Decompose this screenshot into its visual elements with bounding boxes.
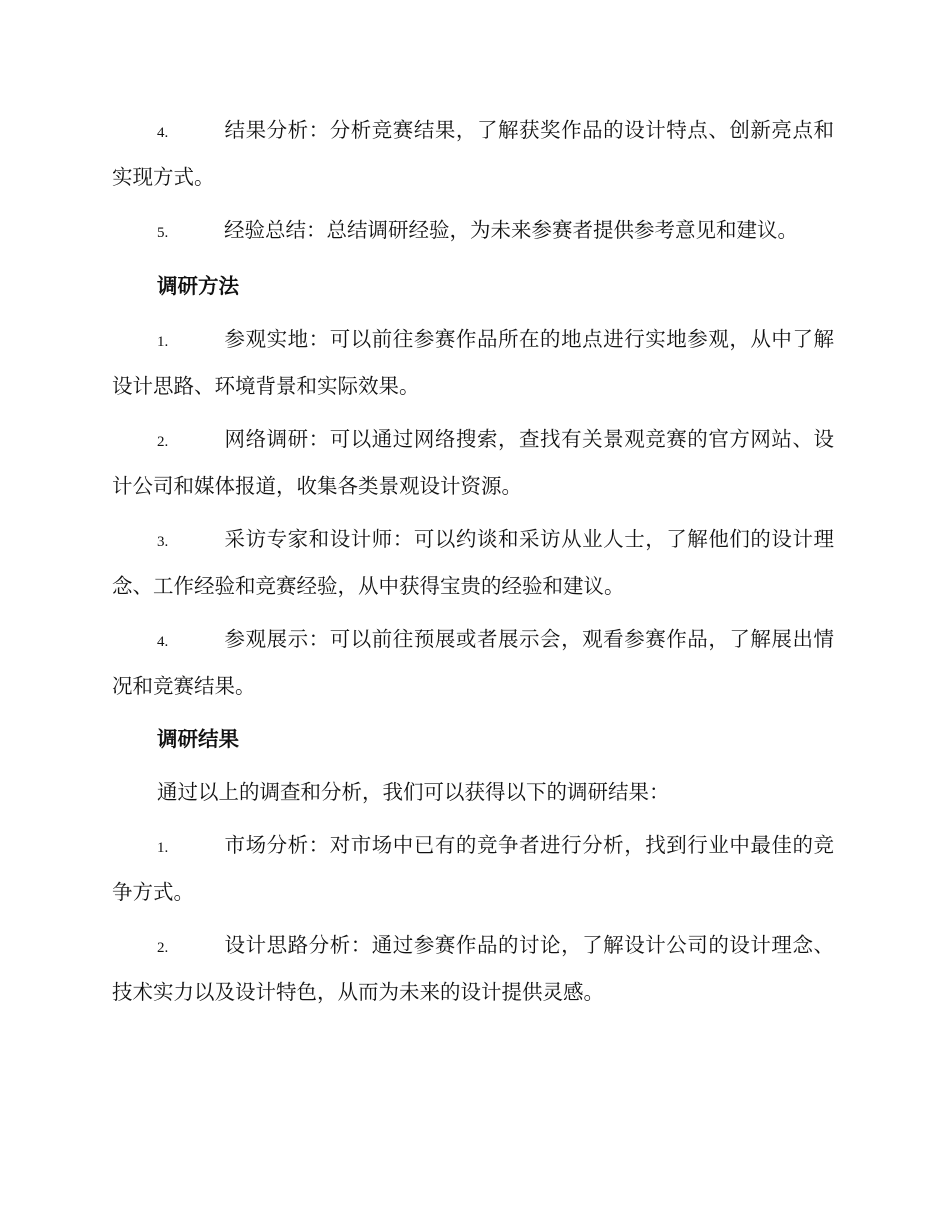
list-text: 设计思路分析：通过参赛作品的讨论，了解设计公司的设计理念、技术实力以及设计特色，从而为未来的设计提供灵感。: [112, 933, 834, 1004]
list-text: 采访专家和设计师：可以约谈和采访从业人士，了解他们的设计理念、工作经验和竞赛经验，从中获得宝贵的经验和建议。: [112, 527, 834, 598]
list-item: [112, 617, 834, 708]
list-number: 5.: [157, 225, 169, 241]
list-text: 结果分析：分析竞赛结果，了解获奖作品的设计特点、创新亮点和实现方式。: [112, 118, 834, 189]
list-item: [112, 823, 834, 914]
list-item: [112, 208, 834, 255]
list-text: 经验总结：总结调研经验，为未来参赛者提供参考意见和建议。: [224, 218, 798, 242]
section-heading-methods: 调研方法: [157, 274, 239, 298]
list-text: 市场分析：对市场中已有的竞争者进行分析，找到行业中最佳的竞争方式。: [112, 833, 834, 904]
list-item: [112, 317, 834, 408]
list-number: 3.: [157, 534, 169, 550]
document-body: [112, 108, 834, 1023]
list-item: [112, 923, 834, 1014]
list-number: 2.: [157, 940, 169, 956]
section-heading-results: 调研结果: [157, 727, 239, 751]
list-item: [112, 108, 834, 199]
list-item: [112, 417, 834, 508]
list-number: 1.: [157, 334, 169, 350]
list-number: 4.: [157, 634, 169, 650]
list-number: 4.: [157, 125, 169, 141]
list-number: 1.: [157, 840, 169, 856]
results-intro: 通过以上的调查和分析，我们可以获得以下的调研结果：: [157, 780, 670, 804]
list-number: 2.: [157, 434, 169, 450]
list-text: 参观实地：可以前往参赛作品所在的地点进行实地参观，从中了解设计思路、环境背景和实际效果。: [112, 327, 834, 398]
list-item: [112, 517, 834, 608]
list-text: 网络调研：可以通过网络搜索，查找有关景观竞赛的官方网站、设计公司和媒体报道，收集各类景观设计资源。: [112, 427, 834, 498]
list-text: 参观展示：可以前往预展或者展示会，观看参赛作品，了解展出情况和竞赛结果。: [112, 627, 834, 698]
